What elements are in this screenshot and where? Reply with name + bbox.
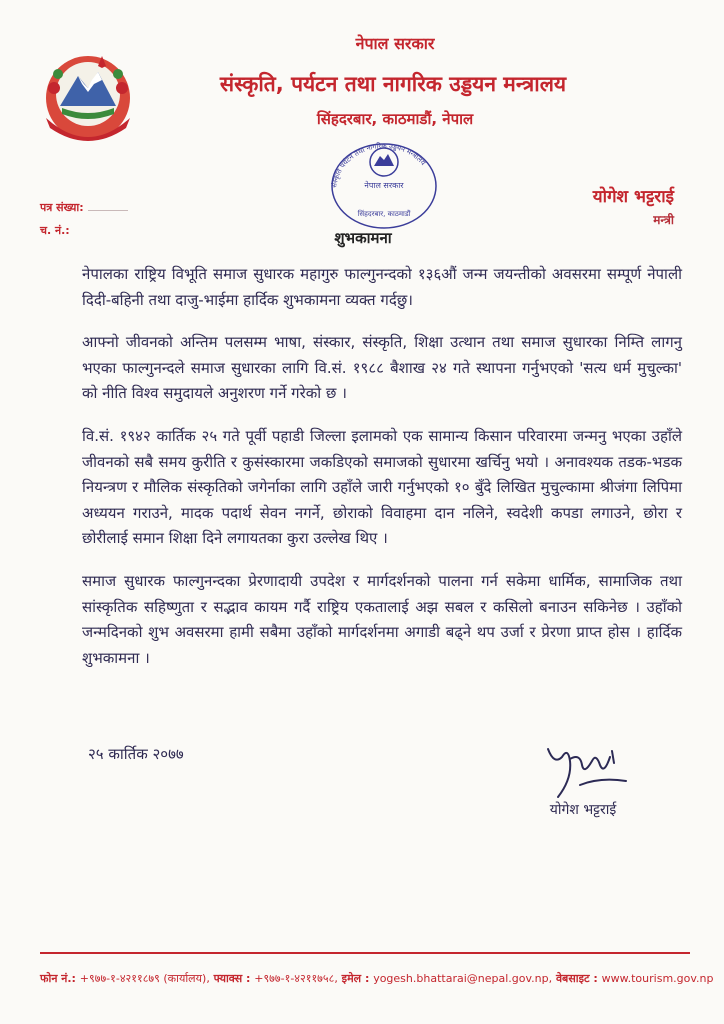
fax-label: फ्याक्स : [213,972,251,985]
email-link[interactable]: yogesh.bhattarai@nepal.gov.np, [373,972,553,985]
government-name: नेपाल सरकार [355,34,435,53]
dispatch-number-label: च. नं.: [40,224,70,237]
paragraph-1: नेपालका राष्ट्रिय विभूति समाज सुधारक महागुरु फाल्गुनन्दको १३६औं जन्म जयन्तीको अवसरमा सम्पूर्ण नेपाली दिदी-बहिनी तथा दाजु-भाईमा हार्दिक शुभकामना व्यक्त गर्दछु। [82,265,682,309]
letter-date: २५ कार्तिक २०७७ [88,745,184,763]
letter-number-field [40,200,128,215]
stamp-top-text: नेपाल सरकार [364,181,404,190]
ministry-name: संस्कृति, पर्यटन तथा नागरिक उड्डयन मन्त्रालय [219,72,567,96]
letter-number-label: पत्र संख्या: [40,201,84,214]
letter-body [82,262,682,688]
stamp-bottom-text: सिंहदरबार, काठमाडौं [357,210,411,218]
phone-value: +९७७-१-४२११८७९ (कार्यालय), [79,972,210,985]
contact-footer [40,971,714,986]
website-link[interactable]: www.tourism.gov.np [601,972,714,985]
nepal-emblem-icon [32,48,144,152]
letter-title: शुभकामना [334,229,392,247]
fax-value: +९७७-१-४२११७५८, [254,972,338,985]
ministry-address: सिंहदरबार, काठमाडौं, नेपाल [316,110,474,128]
phone-label: फोन नं.: [40,972,76,985]
signatory-block [593,184,674,228]
website-label: वेबसाइट : [555,972,598,985]
paragraph-2: आफ्नो जीवनको अन्तिम पलसम्म भाषा, संस्कार, संस्कृति, शिक्षा उत्थान तथा समाज सुधारका निम्ति लागनु भएका फाल्गुनन्दले समाज सुधारका लागि वि.सं. १९८८ बैशाख २४ गते स्थापना गर्नुभएको 'सत्य धर्म मुचुल्का' को नीति विश्व समुदायले अनुशरण गर्ने गरेको छ । [82,333,682,403]
paragraph-3: वि.सं. १९४२ कार्तिक २५ गते पूर्वी पहाडी जिल्ला इलामको एक सामान्य किसान परिवारमा जन्मनु भएका उहाँले जीवनको सबै समय कुरीति र कुसंस्कारमा जकडिएको समाजको सुधारमा खर्चिनु भयो । अनावश्यक तडक-भडक नियन्त्रण र मौलिक संस्कृतिको जगेर्नाका लागि उहाँले जारी गर्नुभएको १० बुँदे लिखित मुचुल्कामा श्रीजंगा लिपिमा अध्ययन गराउने, मादक पदार्थ सेवन नगर्ने, छोराको विवाहमा दान नलिने, स्वदेशी कपडा लगाउने, छोरा र छोरीलाई समान शिक्षा दिने लगायतका कुरा उल्लेख थिए । [82,426,682,548]
email-label: इमेल : [341,972,370,985]
office-stamp-icon [320,130,448,230]
dispatch-number-field [40,223,70,238]
footer-divider [40,952,690,954]
signatory-bottom-name: योगेश भट्टराई [549,802,617,818]
signatory-name: योगेश भट्टराई [592,187,674,207]
handwritten-signature-icon [540,735,636,805]
signatory-position: मन्त्री [653,213,674,227]
stamp-arc-text: संस्कृति पर्यटन तथा नागरिक उड्डयन मन्त्रालय [330,141,428,189]
paragraph-4: समाज सुधारक फाल्गुनन्दका प्रेरणादायी उपदेश र मार्गदर्शनको पालना गर्न सकेमा धार्मिक, सामाजिक तथा सांस्कृतिक सहिष्णुता र सद्भाव कायम गर्दै राष्ट्रिय एकतालाई अझ सबल र कसिलो बनाउन सकिनेछ । उहाँको जन्मदिनको शुभ अवसरमा हामी सबैमा उहाँको मार्गदर्शनमा अगाडी बढ्ने थप उर्जा र प्रेरणा प्राप्त होस । हार्दिक शुभकामना । [82,571,682,667]
